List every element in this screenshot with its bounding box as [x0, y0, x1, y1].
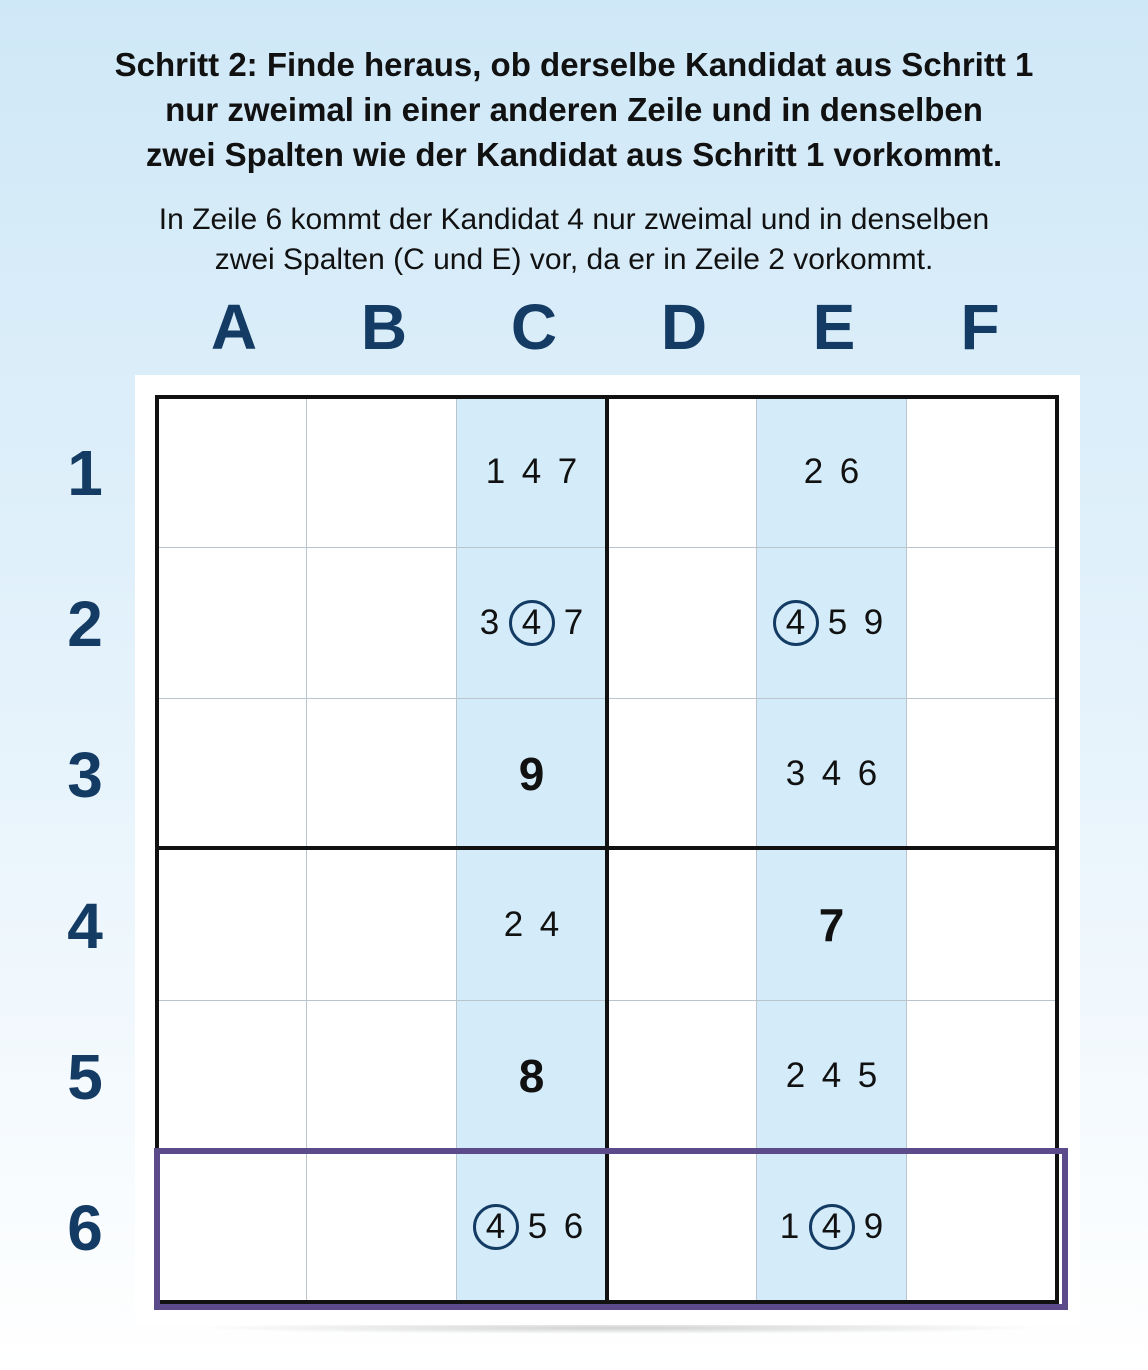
candidate: 3 [479, 603, 500, 642]
candidate: 5 [827, 603, 848, 642]
cell-f2[interactable] [907, 548, 1057, 699]
candidate: 9 [863, 1207, 884, 1246]
given-digit: 7 [818, 899, 845, 951]
step-title-line-2: nur zweimal in einer anderen Zeile und in denselben [165, 91, 983, 128]
cell-c5[interactable] [457, 1001, 607, 1152]
cell-b2[interactable] [307, 548, 457, 699]
candidate: 7 [557, 452, 578, 491]
cell-c2[interactable] [457, 548, 607, 699]
candidate: 4 [821, 754, 842, 793]
candidate: 6 [839, 452, 860, 491]
cell-a5[interactable] [157, 1001, 307, 1152]
cell-b4[interactable] [307, 850, 457, 1001]
candidate: 2 [503, 905, 524, 944]
column-label-a: A [210, 291, 258, 363]
candidate: 4 [539, 905, 560, 944]
candidate: 5 [527, 1207, 548, 1246]
cell-f3[interactable] [907, 699, 1057, 850]
cell-e5[interactable] [757, 1001, 907, 1152]
cell-d2[interactable] [607, 548, 757, 699]
box-divider-horizontal [155, 846, 1059, 850]
cell-a4[interactable] [157, 850, 307, 1001]
candidate: 1 [485, 452, 506, 491]
cell-e3[interactable] [757, 699, 907, 850]
given-digit: 9 [518, 748, 545, 800]
cell-f1[interactable] [907, 397, 1057, 548]
cell-f5[interactable] [907, 1001, 1057, 1152]
cell-f4[interactable] [907, 850, 1057, 1001]
cell-d4[interactable] [607, 850, 757, 1001]
row-label-3: 3 [67, 739, 103, 811]
circled-candidate: 4 [509, 600, 555, 646]
cell-d5[interactable] [607, 1001, 757, 1152]
row-label-2: 2 [67, 588, 103, 660]
circled-candidate: 4 [809, 1204, 855, 1250]
row-6-highlight [154, 1148, 1068, 1310]
candidate: 2 [785, 1056, 806, 1095]
step-explanation-line-2: zwei Spalten (C und E) vor, da er in Zeile 2 vorkommt. [214, 243, 934, 276]
given-digit: 8 [518, 1050, 545, 1102]
cell-b5[interactable] [307, 1001, 457, 1152]
candidate: 9 [863, 603, 884, 642]
row-label-4: 4 [67, 890, 103, 962]
cell-e4[interactable] [757, 850, 907, 1001]
step-explanation-line-1: In Zeile 6 kommt der Kandidat 4 nur zweimal und in denselben [158, 203, 990, 236]
candidate: 4 [521, 452, 542, 491]
step-title-line-1: Schritt 2: Finde heraus, ob derselbe Kandidat aus Schritt 1 [114, 46, 1034, 83]
cell-c1[interactable] [457, 397, 607, 548]
column-label-c: C [510, 291, 558, 363]
step-title [0, 42, 1148, 177]
cell-b3[interactable] [307, 699, 457, 850]
cell-a1[interactable] [157, 397, 307, 548]
candidate: 6 [857, 754, 878, 793]
candidate: 4 [821, 1056, 842, 1095]
cell-e1[interactable] [757, 397, 907, 548]
circled-candidate: 4 [473, 1204, 519, 1250]
step-explanation [0, 200, 1148, 280]
row-label-1: 1 [67, 437, 103, 509]
cell-e2[interactable] [757, 548, 907, 699]
candidate: 6 [563, 1207, 584, 1246]
grid-border-top [155, 395, 1059, 399]
candidate: 1 [779, 1207, 800, 1246]
column-label-d: D [660, 291, 708, 363]
row-label-5: 5 [67, 1041, 103, 1113]
cell-b1[interactable] [307, 397, 457, 548]
cell-c3[interactable] [457, 699, 607, 850]
column-label-b: B [360, 291, 408, 363]
column-label-f: F [960, 291, 1000, 363]
cell-a3[interactable] [157, 699, 307, 850]
candidate: 2 [803, 452, 824, 491]
cell-d1[interactable] [607, 397, 757, 548]
row-label-6: 6 [67, 1192, 103, 1264]
candidate: 5 [857, 1056, 878, 1095]
cell-d3[interactable] [607, 699, 757, 850]
column-label-e: E [812, 291, 856, 363]
circled-candidate: 4 [773, 600, 819, 646]
candidate: 7 [563, 603, 584, 642]
cell-a2[interactable] [157, 548, 307, 699]
step-title-line-3: zwei Spalten wie der Kandidat aus Schritt 1 vorkommt. [145, 136, 1003, 173]
candidate: 3 [785, 754, 806, 793]
cell-c4[interactable] [457, 850, 607, 1001]
